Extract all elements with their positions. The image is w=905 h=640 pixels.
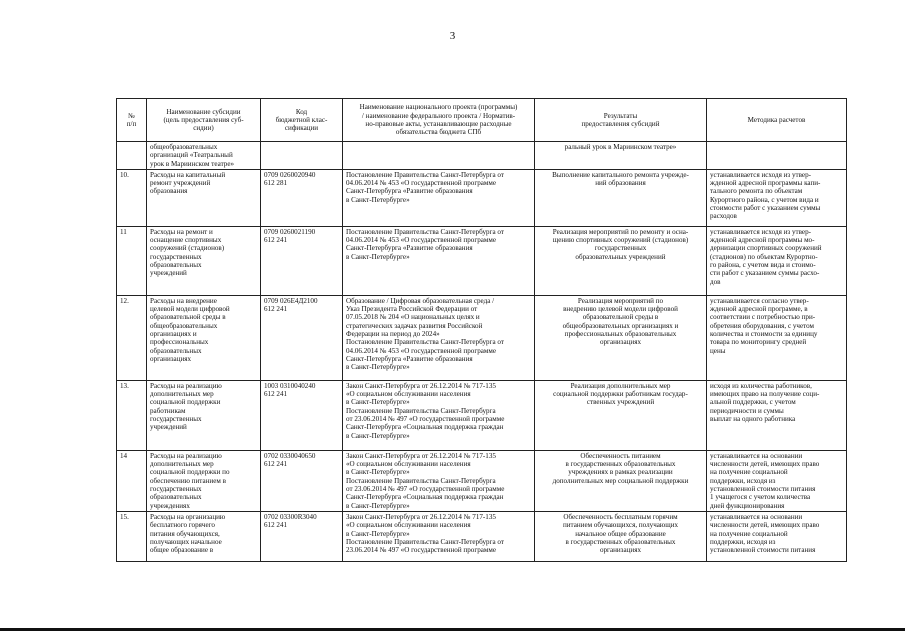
cell-result: ральный урок в Мариинском театре» — [535, 142, 707, 170]
cell-code: 1003 0310040240 612 241 — [261, 380, 343, 450]
cell-num: 12. — [117, 295, 147, 380]
cell-code: 0709 026E4Д2100 612 241 — [261, 295, 343, 380]
header-national-project: Наименование национального проекта (программы) / наименование федерального проекта / Норматив- но-правовые акты, устанавливающие расходные обязательства бюджета СПб — [343, 99, 535, 142]
cell-name: Расходы на внедрение целевой модели цифровой образовательной среды в общеобразовательных организациях и профессиональных образовательных организациях — [147, 295, 261, 380]
cell-result: Обеспеченность бесплатным горячим питанием обучающихся, получающих начальное общее образование в государственных образовательных организациях — [535, 511, 707, 561]
header-num: № п/п — [117, 99, 147, 142]
cell-num: 14 — [117, 450, 147, 511]
subsidy-table — [116, 98, 847, 562]
cell-result: Обеспеченность питанием в государственных образовательных учреждениях в рамках реализации дополнительных мер социальной поддержки — [535, 450, 707, 511]
cell-method: исходя из количества работников, имеющих право на получение соци- альной поддержки, с учетом периодичности и суммы выплат на одного работника — [707, 380, 847, 450]
header-budget-code: Код бюджетной клас- сификации — [261, 99, 343, 142]
cell-acts: Закон Санкт-Петербурга от 26.12.2014 № 717-135 «О социальном обслуживании населения в Санкт-Петербурге» Постановление Правительства Санкт-Петербурга от 23.06.2014 № 497 «О государственной программе Санкт-Петербурга «Социальная поддержка граждан в Санкт-Петербурге» — [343, 450, 535, 511]
cell-acts: Образование / Цифровая образовательная среда / Указ Президента Российской Федерации от 07.05.2018 № 204 «О национальных целях и стратегических задачах развития Российской Федерации на период до 2024» Постановление Правительства Санкт-Петербурга от 04.06.2014 № 453 «О государственной программе Санкт-Петербурга «Развитие образования в Санкт-Петербурге» — [343, 295, 535, 380]
bottom-border-bar — [0, 628, 905, 631]
cell-name: общеобразовательных организаций «Театральный урок в Мариинском театре» — [147, 142, 261, 170]
page-number: 3 — [449, 30, 456, 42]
cell-code: 0702 03300R3040 612 241 — [261, 511, 343, 561]
table-row — [117, 295, 847, 380]
cell-name: Расходы на реализацию дополнительных мер социальной поддержки работникам государственных учреждений — [147, 380, 261, 450]
cell-acts: Закон Санкт-Петербурга от 26.12.2014 № 717-135 «О социальном обслуживании населения в Санкт-Петербурге» Постановление Правительства Санкт-Петербурга от 23.06.2014 № 497 «О государственной программе Санкт-Петербурга «Социальная поддержка граждан в Санкт-Петербурге» — [343, 380, 535, 450]
table-header-row — [117, 99, 847, 142]
cell-result: Выполнение капитального ремонта учрежде- ний образования — [535, 169, 707, 226]
cell-num: 13. — [117, 380, 147, 450]
cell-name: Расходы на реализацию дополнительных мер социальной поддержки по обеспечению питанием в государственных образовательных учреждениях — [147, 450, 261, 511]
cell-num: 10. — [117, 169, 147, 226]
cell-result: Реализация мероприятий по ремонту и осна- щению спортивных сооружений (стадионов) государственных образовательных учреждений — [535, 226, 707, 295]
cell-name: Расходы на организацию бесплатного горячего питания обучающихся, получающих начальное общее образование в — [147, 511, 261, 561]
cell-name: Расходы на ремонт и оснащение спортивных сооружений (стадионов) государственных образовательных учреждений — [147, 226, 261, 295]
table-row — [117, 380, 847, 450]
cell-method: устанавливается на основании численности детей, имеющих право на получение социальной поддержки, исходя из установленной стоимости питания 1 учащегося с учетом количества дней функционирования — [707, 450, 847, 511]
cell-num: 15. — [117, 511, 147, 561]
cell-acts: Постановление Правительства Санкт-Петербурга от 04.06.2014 № 453 «О государственной программе Санкт-Петербурга «Развитие образования в Санкт-Петербурге» — [343, 169, 535, 226]
header-results: Результаты предоставления субсидий — [535, 99, 707, 142]
cell-method: устанавливается на основании численности детей, имеющих право на получение социальной поддержки, исходя из установленной стоимости питания — [707, 511, 847, 561]
cell-result: Реализация мероприятий по внедрению целевой модели цифровой образовательной среды в общеобразовательных организациях и профессиональных образовательных организациях — [535, 295, 707, 380]
cell-result: Реализация дополнительных мер социальной поддержки работникам государ- ственных учреждений — [535, 380, 707, 450]
cell-name: Расходы на капитальный ремонт учреждений образования — [147, 169, 261, 226]
table-row — [117, 169, 847, 226]
cell-acts: Постановление Правительства Санкт-Петербурга от 04.06.2014 № 453 «О государственной программе Санкт-Петербурга «Развитие образования в Санкт-Петербурге» — [343, 226, 535, 295]
table-row-continuation — [117, 142, 847, 170]
table-row — [117, 450, 847, 511]
cell-acts: Закон Санкт-Петербурга от 26.12.2014 № 717-135 «О социальном обслуживании населения в Санкт-Петербурге» Постановление Правительства Санкт-Петербурга от 23.06.2014 № 497 «О государственной программе — [343, 511, 535, 561]
cell-num: 11 — [117, 226, 147, 295]
cell-method: устанавливается согласно утвер- жденной адресной программе, в соответствии с потребностью при- обретения оборудования, с учетом количества и стоимости за единицу товара по мониторингу средней цены — [707, 295, 847, 380]
cell-code: 0709 0260021190 612 241 — [261, 226, 343, 295]
header-methodology: Методика расчетов — [707, 99, 847, 142]
header-subsidy-name: Наименование субсидии (цель предоставления суб- сидии) — [147, 99, 261, 142]
cell-code: 0709 0260020940 612 281 — [261, 169, 343, 226]
cell-method: устанавливается исходя из утвер- жденной адресной программы капи- тального ремонта по объектам Курортного района, с учетом вида и стоимости работ с указанием суммы расходов — [707, 169, 847, 226]
cell-method: устанавливается исходя из утвер- жденной адресной программы мо- дернизации спортивных сооружений (стадионов) по объектам Курортно- го района, с учетом вида и стоимо- сти работ с указанием суммы расхо- дов — [707, 226, 847, 295]
table-row — [117, 226, 847, 295]
cell-code: 0702 0330040650 612 241 — [261, 450, 343, 511]
table-row — [117, 511, 847, 561]
